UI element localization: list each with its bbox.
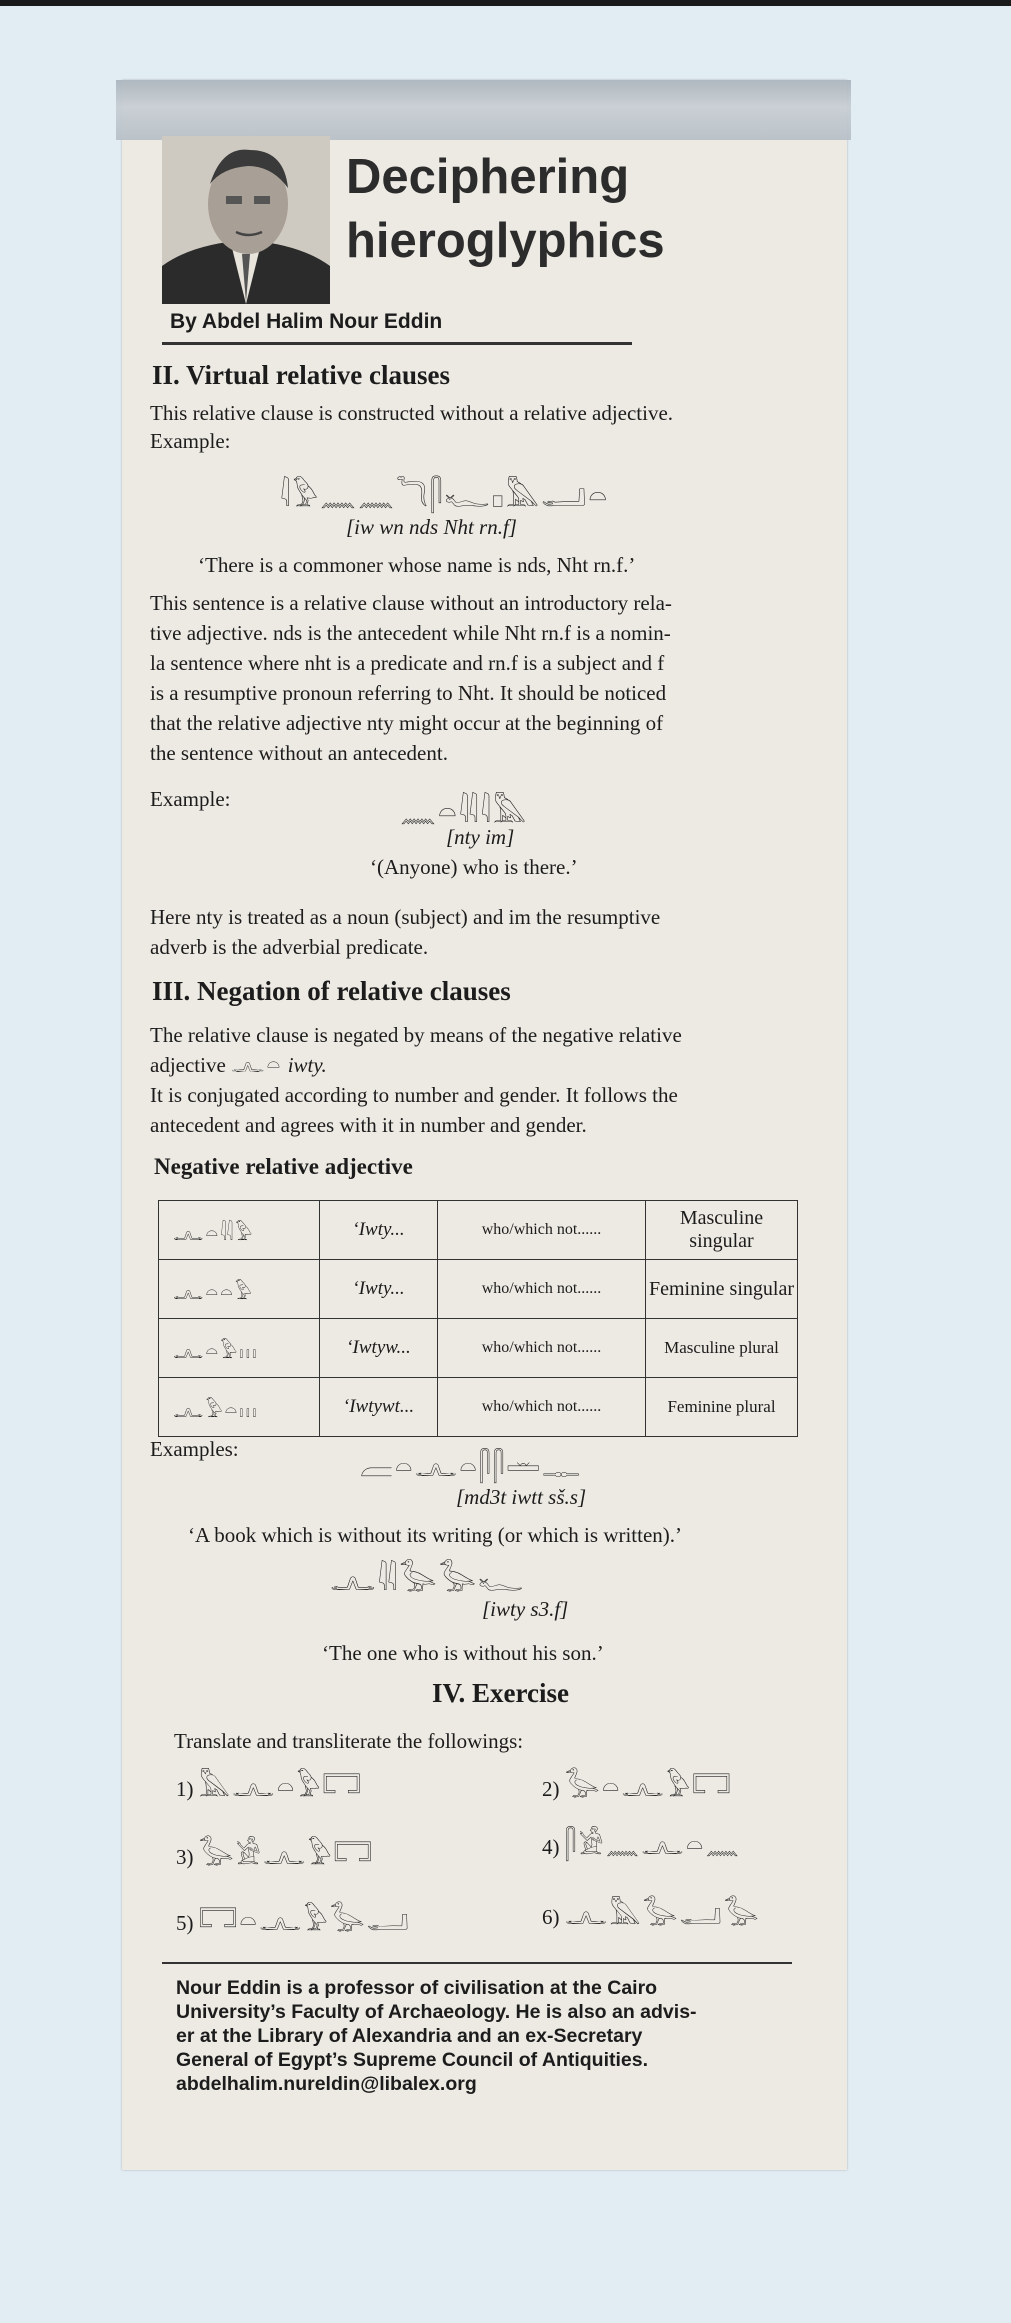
section2-here-line: adverb is the adverbial predicate. [150, 935, 429, 959]
section2-example2-label: Example: [150, 787, 231, 811]
exercise-instruction: Translate and transliterate the followings: [174, 1729, 524, 1753]
section2-heading: II. Virtual relative clauses [152, 360, 450, 390]
table-cell-meaning: who/which not...... [438, 1201, 646, 1260]
section2-para-line: la sentence where nht is a predicate and rn.f is a subject and f [150, 651, 665, 675]
section2-intro: This relative clause is constructed without a relative adjective. [150, 401, 674, 425]
section2-translation: ‘There is a commoner whose name is nds, Nht rn.f.’ [198, 553, 636, 577]
table-cell-transliteration: ‘Iwty... [320, 1260, 438, 1319]
table-row [159, 1201, 798, 1260]
table-cell-transliteration: ‘Iwty... [320, 1201, 438, 1260]
exercise-hieroglyphs: 𓅓𓂜𓏏𓅱𓉐 [198, 1770, 363, 1803]
exercise-number: 6) [542, 1905, 560, 1929]
exercise-item [176, 1840, 374, 1872]
footer-rule [162, 1962, 792, 1964]
table-cell-gloss: Masculine singular [646, 1201, 798, 1260]
exercise-item [542, 1772, 733, 1804]
section2-example2-hieroglyphs: 𓈖𓏏𓇌𓇋𓅓 [400, 795, 529, 830]
table-cell-meaning: who/which not...... [438, 1260, 646, 1319]
table-cell-transliteration: ‘Iwtywt... [320, 1378, 438, 1437]
exercise-hieroglyphs: 𓅭𓀀𓂜𓅱𓉐 [198, 1838, 375, 1871]
examples-label: Examples: [150, 1437, 239, 1461]
exercise-item [176, 1906, 411, 1938]
example1-hieroglyphs: 𓐝𓏏𓂜𓏏𓋴𓋴𓏛𓊃 [360, 1450, 583, 1483]
table-cell-glyph: 𓂜𓏏𓇌𓅱 [159, 1201, 320, 1260]
byline-rule [162, 342, 632, 345]
table-cell-gloss: Masculine plural [646, 1319, 798, 1378]
section3-heading: III. Negation of relative clauses [152, 976, 511, 1006]
table-cell-transliteration: ‘Iwtyw... [320, 1319, 438, 1378]
author-bio-line: University’s Faculty of Archaeology. He is also an advis- [176, 2001, 697, 2023]
table-cell-meaning: who/which not...... [438, 1378, 646, 1437]
example2-transliteration: [iwty s3.f] [482, 1597, 569, 1621]
exercise-number: 5) [176, 1911, 194, 1935]
example2-hieroglyphs: 𓂜𓇌𓅭𓅭𓆑 [330, 1563, 526, 1598]
exercise-number: 4) [542, 1835, 560, 1859]
table-title: Negative relative adjective [154, 1154, 413, 1179]
exercise-hieroglyphs: 𓉐𓏏𓂜𓅱𓅭𓂝 [198, 1904, 411, 1937]
author-bio-line: er at the Library of Alexandria and an ex-Secretary [176, 2025, 643, 2047]
table-cell-gloss: Feminine plural [646, 1378, 798, 1437]
table-cell-glyph: 𓂜𓅱𓏏𓏥 [159, 1378, 320, 1437]
author-photo [162, 136, 330, 304]
author-bio-line: Nour Eddin is a professor of civilisation at the Cairo [176, 1977, 658, 1999]
adhesive-tape [116, 80, 851, 140]
table-row [159, 1260, 798, 1319]
exercise-number: 3) [176, 1845, 194, 1869]
section2-transliteration: [iw wn nds Nht rn.f] [346, 515, 517, 539]
example1-transliteration: [md3t iwtt sš.s] [456, 1485, 587, 1509]
table-row [159, 1319, 798, 1378]
scanner-edge [0, 0, 1011, 6]
table-row [159, 1378, 798, 1437]
exercise-number: 1) [176, 1777, 194, 1801]
section3-para-line: antecedent and agrees with it in number and gender. [150, 1113, 587, 1137]
headline-line-2: hieroglyphics [346, 214, 665, 268]
section2-example-label: Example: [150, 429, 231, 453]
exercise-hieroglyphs: 𓋴𓀀𓈖𓂜𓏏𓈖 [564, 1828, 741, 1861]
section2-example2-translation: ‘(Anyone) who is there.’ [370, 855, 578, 879]
exercise-hieroglyphs: 𓅭𓏏𓂜𓅱𓉐 [564, 1770, 733, 1803]
author-bio-line: General of Egypt’s Supreme Council of Antiquities. [176, 2049, 649, 2071]
author-email: abdelhalim.nureldin@libalex.org [176, 2073, 477, 2095]
example2-translation: ‘The one who is without his son.’ [322, 1641, 604, 1665]
section3-adjective-word: adjective [150, 1053, 226, 1077]
section3-adjective-line [150, 1050, 327, 1081]
negative-relative-adjective-table [158, 1200, 798, 1437]
table-cell-meaning: who/which not...... [438, 1319, 646, 1378]
section2-para-line: the sentence without an antecedent. [150, 741, 448, 765]
iwty-hieroglyph: 𓂜𓏏 [231, 1053, 283, 1078]
section2-example2-transliteration: [nty im] [446, 825, 515, 849]
section2-hieroglyph-line: 𓇋𓅱𓈖𓈖𓆓𓋴𓆑𓊪𓅓𓂝𓏏 [280, 479, 610, 514]
exercise-item [542, 1830, 741, 1862]
section3-para-line: The relative clause is negated by means of the negative relative [150, 1023, 682, 1047]
exercise-item [176, 1772, 363, 1804]
table-cell-gloss: Feminine singular [646, 1260, 798, 1319]
section2-para-line: tive adjective. nds is the antecedent while Nht rn.f is a nomin- [150, 621, 671, 645]
section4-heading: IV. Exercise [432, 1678, 569, 1708]
section3-iwty-word: iwty. [287, 1053, 327, 1077]
section2-para-line: that the relative adjective nty might occur at the beginning of [150, 711, 664, 735]
section2-para-line: is a resumptive pronoun referring to Nht. It should be noticed [150, 681, 667, 705]
section3-para-line: It is conjugated according to number and gender. It follows the [150, 1083, 678, 1107]
table-cell-glyph: 𓂜𓏏𓅱𓏥 [159, 1319, 320, 1378]
headline-line-1: Deciphering [346, 150, 630, 204]
table-cell-glyph: 𓂜𓏏𓏏𓅱 [159, 1260, 320, 1319]
exercise-hieroglyphs: 𓂜𓅓𓅭𓂝𓅭 [564, 1898, 761, 1931]
section2-para-line: This sentence is a relative clause without an introductory rela- [150, 591, 672, 615]
exercise-item [542, 1900, 761, 1932]
example1-translation: ‘A book which is without its writing (or which is written).’ [188, 1523, 683, 1547]
exercise-number: 2) [542, 1777, 560, 1801]
byline: By Abdel Halim Nour Eddin [170, 310, 443, 333]
section2-here-line: Here nty is treated as a noun (subject) and im the resumptive [150, 905, 661, 929]
